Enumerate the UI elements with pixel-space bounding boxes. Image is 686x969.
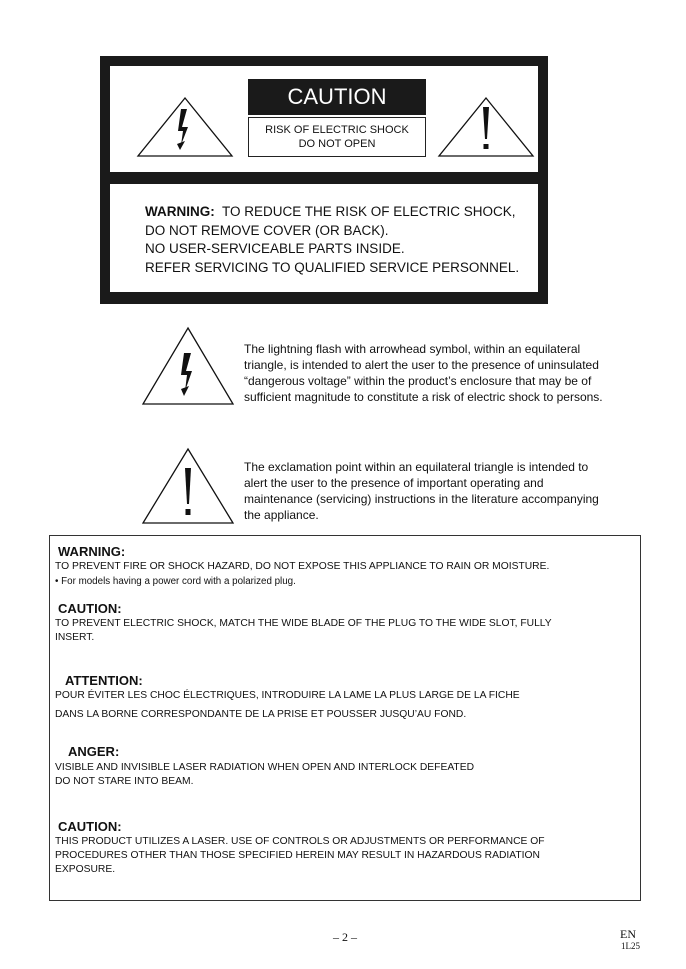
lightning-desc-line-1: The lightning flash with arrowhead symbol, within an equilateral [244,342,581,356]
caution-title: CAUTION [248,79,426,115]
exclaim-desc-line-4: the appliance. [244,508,319,522]
caution-2-line-1: THIS PRODUCT UTILIZES A LASER. USE OF CONTROLS OR ADJUSTMENTS OR PERFORMANCE OF [55,836,545,847]
exclaim-desc-line-1: The exclamation point within an equilateral triangle is intended to [244,460,589,474]
exclamation-symbol-icon [140,446,236,526]
lightning-description [244,341,634,405]
lightning-desc-line-2: triangle, is intended to alert the user to the presence of uninsulated [244,358,599,372]
warning-line-4: REFER SERVICING TO QUALIFIED SERVICE PERSONNEL. [145,259,520,275]
danger-line-1: VISIBLE AND INVISIBLE LASER RADIATION WHEN OPEN AND INTERLOCK DEFEATED [55,762,475,773]
caution-warning-text [145,203,540,277]
caution-sub-line-1: RISK OF ELECTRIC SHOCK [265,124,409,136]
attention-line-2: DANS LA BORNE CORRESPONDANTE DE LA PRISE ET POUSSER JUSQU’AU FOND. [55,709,467,720]
exclamation-description [244,459,634,523]
warning-line-3: NO USER-SERVICEABLE PARTS INSIDE. [145,241,405,256]
caution-2-line-3: EXPOSURE. [55,864,116,875]
danger-line-2: DO NOT STARE INTO BEAM. [55,776,194,787]
warning-label: WARNING: [145,204,215,219]
attention-heading: ATTENTION: [65,673,143,688]
caution-heading-2: CAUTION: [58,819,122,834]
exclaim-desc-line-3: maintenance (servicing) instructions in the literature accompanying [244,492,599,506]
warning-notice-text: TO PREVENT FIRE OR SHOCK HAZARD, DO NOT EXPOSE THIS APPLIANCE TO RAIN OR MOISTURE. [55,561,550,572]
polarized-plug-bullet: • For models having a power cord with a polarized plug. [55,576,296,587]
lightning-desc-line-4: sufficient magnitude to constitute a risk of electric shock to persons. [244,390,603,404]
warning-line-1: TO REDUCE THE RISK OF ELECTRIC SHOCK, [222,204,516,219]
attention-line-1: POUR ÉVITER LES CHOC ÉLECTRIQUES, INTRODUIRE LA LAME LA PLUS LARGE DE LA FICHE [55,690,520,701]
exclaim-desc-line-2: alert the user to the presence of important operating and [244,476,544,490]
language-code: EN [620,927,636,941]
caution-2-line-2: PROCEDURES OTHER THAN THOSE SPECIFIED HEREIN MAY RESULT IN HAZARDOUS RADIATION [55,850,540,861]
model-code: 1L25 [621,941,640,951]
caution-1-line-2: INSERT. [55,632,95,643]
caution-heading-1: CAUTION: [58,601,122,616]
caution-subtitle [248,117,426,157]
danger-heading: ANGER: [68,744,120,759]
caution-1-line-1: TO PREVENT ELECTRIC SHOCK, MATCH THE WIDE BLADE OF THE PLUG TO THE WIDE SLOT, FULLY [55,618,552,629]
lightning-triangle-icon [135,95,235,160]
warning-line-2: DO NOT REMOVE COVER (OR BACK). [145,222,389,238]
exclamation-triangle-icon [436,95,536,160]
lightning-symbol-icon [140,325,236,407]
lightning-desc-line-3: “dangerous voltage” within the product’s enclosure that may be of [244,374,592,388]
page-number: – 2 – [333,930,357,944]
warning-heading: WARNING: [58,544,126,559]
caution-sub-line-2: DO NOT OPEN [298,138,376,150]
